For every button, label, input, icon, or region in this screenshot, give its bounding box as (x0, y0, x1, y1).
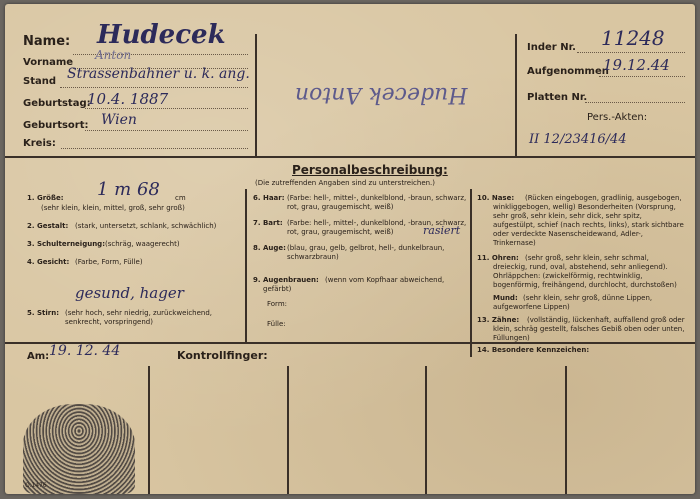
item-11-label: 11. Ohren: (477, 254, 519, 262)
item-12-text: (sehr klein, sehr groß, dünne Lippen, aufgeworfene Lippen) (493, 294, 653, 311)
inder-nr-label: Inder Nr. (527, 42, 576, 53)
vorname-label: Vorname (23, 57, 74, 68)
geburtsort-label: Geburtsort: (23, 120, 89, 131)
item-8-text: (blau, grau, gelb, gelbrot, hell-, dunkelbraun, schwarzbraun) (287, 244, 445, 261)
item-7-label: 7. Bart: (253, 219, 283, 227)
stand-label: Stand (23, 76, 57, 87)
gesicht-value: gesund, hager (75, 284, 184, 302)
kreis-label: Kreis: (23, 138, 56, 149)
item-5-label: 5. Stirn: (27, 309, 59, 317)
item-3-label: 3. Schulterneigung: (27, 240, 105, 248)
item-5-text: (sehr hoch, sehr niedrig, zurückweichend, senkrecht, vorspringend) (65, 309, 213, 326)
aufgenommen-label: Aufgenommen (527, 66, 609, 77)
item-13-label: 13. Zähne: (477, 316, 520, 324)
item-14-label: 14. Besondere Kennzeichen: (477, 346, 590, 354)
item-4-label: 4. Gesicht: (27, 258, 70, 266)
header-col-divider-1 (255, 34, 257, 156)
fuelle-label: Fülle: (267, 320, 286, 328)
item-10-label: 10. Nase: (477, 194, 515, 202)
name-value: Hudecek (97, 20, 226, 50)
fingerprint-image (23, 404, 135, 494)
item-3-text: (schräg, waagerecht) (105, 240, 180, 248)
header-divider (5, 156, 695, 158)
item-2-text: (stark, untersetzt, schlank, schwächlich) (75, 222, 217, 230)
item-13-text: (vollständig, lückenhaft, auffallend groß oder klein, schräg gestellt, falsches Gebiß oben oder unten, Füllungen) (493, 316, 685, 342)
item-9-label: 9. Augenbrauen: (253, 276, 319, 284)
item-2-label: 2. Gestalt: (27, 222, 69, 230)
finger-box-3 (425, 366, 427, 494)
item-1-label: 1. Größe: (27, 194, 64, 202)
inder-nr-value: 11248 (601, 26, 665, 50)
form-label: Form: (267, 300, 287, 308)
body-col-divider-1 (245, 189, 247, 342)
record-card (5, 4, 695, 494)
cm-label: cm (175, 194, 186, 202)
bart-value: rasiert (423, 224, 461, 237)
am-label: Am: (27, 351, 50, 362)
item-6-label: 6. Haar: (253, 194, 285, 202)
geburtstag-value: 10.4. 1887 (87, 90, 169, 108)
stand-value: Strassenbahner u. k. ang. (67, 66, 250, 82)
section-title: Personalbeschreibung: (292, 163, 448, 177)
pers-akten-value: II 12/23416/44 (529, 132, 627, 147)
body-col-divider-2 (470, 189, 472, 357)
aufgenommen-value: 19.12.44 (603, 56, 670, 74)
name-label: Name: (23, 34, 71, 49)
item-11-text: (sehr groß, sehr klein, sehr schmal, dreieckig, rund, oval, abstehend, sehr anliegend). Ohrläppchen: (zwickelförmig, rechtwinklig, bogenförmig, freihängend, durchlocht, durchstoßen) (493, 254, 677, 289)
item-7-text: (Farbe: hell-, mittel-, dunkelblond, -braun, schwarz, rot, grau, graugemischt, weiß) (287, 219, 467, 236)
item-12-label: Mund: (493, 294, 518, 302)
item-6-text: (Farbe: hell-, mittel-, dunkelblond, -braun, schwarz, rot, grau, graugemischt, weiß) (287, 194, 467, 211)
geburtsort-value: Wien (101, 112, 137, 128)
pers-akten-label: Pers.-Akten: (587, 112, 648, 123)
section-subtitle: (Die zutreffenden Angaben sind zu unterstreichen.) (255, 179, 436, 187)
geburtstag-label: Geburtstag: (23, 98, 91, 109)
item-8-label: 8. Auge: (253, 244, 286, 252)
item-1-text: (sehr klein, klein, mittel, groß, sehr groß) (41, 204, 185, 212)
groesse-value: 1 m 68 (97, 179, 160, 200)
platten-nr-label: Platten Nr. (527, 92, 588, 103)
header-col-divider-2 (515, 34, 517, 156)
item-4-text: (Farbe, Form, Fülle) (75, 258, 143, 266)
vorname-value: Anton (95, 48, 132, 62)
name-stamp: Hudecek Anton (295, 82, 468, 107)
item-9-text: (wenn vom Kopfhaar abweichend, gefärbt) (263, 276, 445, 293)
finger-box-4 (565, 366, 567, 494)
finger-box-1 (148, 366, 150, 494)
kontrollfinger-label: Kontrollfinger: (177, 349, 268, 362)
item-10-text: (Rücken eingebogen, gradlinig, ausgebogen, winkliggebogen, wellig) Besonderheiten (Vorsprung, sehr groß, sehr klein, sehr dick, sehr spitz, aufgestülpt, schief (nach rechts, links), stark sichtbare oder verdeckte Nasenscheidewand, Adler-, Trinkernase) (493, 194, 684, 247)
finger-box-2 (287, 366, 289, 494)
fingerprint-number: O.1476 (25, 482, 47, 489)
am-value: 19. 12. 44 (49, 343, 121, 359)
